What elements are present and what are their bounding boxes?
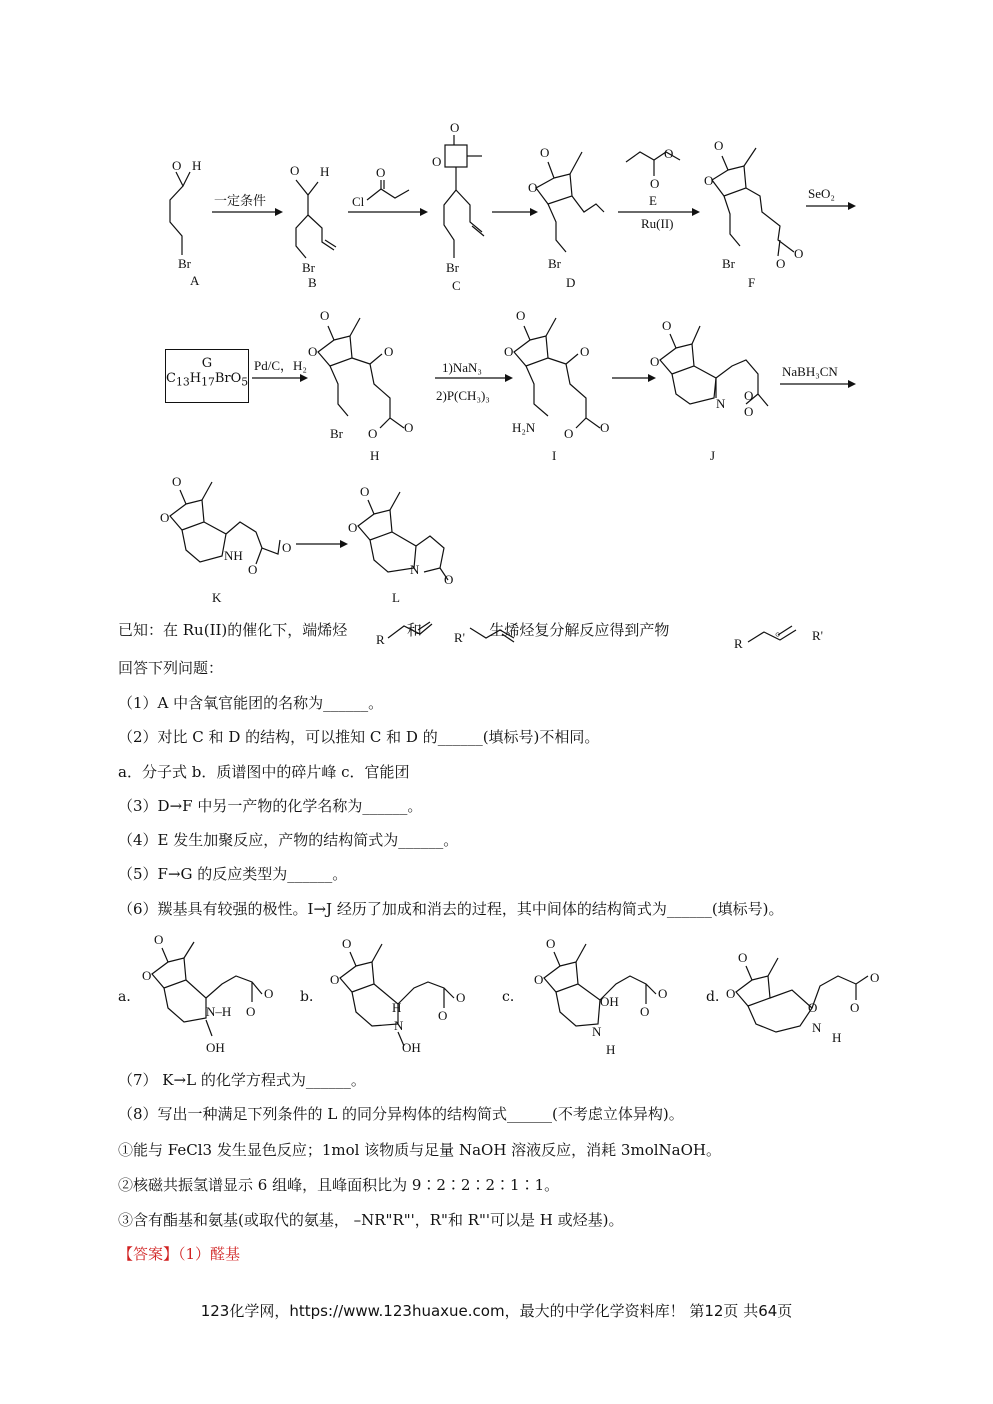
- prompt: 回答下列问题：: [118, 659, 224, 677]
- svg-text:O: O: [714, 138, 724, 153]
- svg-text:H: H: [832, 1030, 842, 1045]
- svg-text:Br: Br: [548, 256, 561, 271]
- compound-J: [650, 318, 768, 463]
- svg-text:O: O: [776, 256, 786, 271]
- svg-text:Br: Br: [446, 260, 459, 275]
- question-4: （4）E 发生加聚反应，产物的结构简式为______。: [118, 831, 459, 849]
- compound-B: [290, 163, 336, 290]
- svg-text:O: O: [664, 146, 674, 161]
- scheme-row-1: [0, 0, 993, 300]
- question-5: （5）F→G 的反应类型为______。: [118, 865, 348, 883]
- svg-text:O: O: [308, 344, 318, 359]
- q6-option-d-label: d．: [706, 989, 729, 1005]
- svg-text:O: O: [516, 308, 526, 323]
- svg-text:O: O: [432, 154, 442, 169]
- svg-text:O: O: [384, 344, 394, 359]
- svg-text:O: O: [870, 970, 880, 985]
- svg-text:O: O: [504, 344, 514, 359]
- condition-SeO2: SeO₂: [808, 186, 835, 201]
- answer-text: （1）醛基: [178, 1245, 241, 1263]
- known-R1: R: [376, 632, 385, 647]
- condition-gh: Pd/C，H₂: [254, 358, 307, 373]
- compound-K: [160, 474, 291, 605]
- svg-text:O: O: [438, 1008, 448, 1023]
- svg-text:O: O: [794, 246, 804, 261]
- svg-text:O: O: [850, 1000, 860, 1015]
- page-footer: 123化学网，https://www.123huaxue.com，最大的中学化学资料库！ 第12页 共64页: [200, 1302, 793, 1320]
- svg-text:O: O: [142, 968, 152, 983]
- compound-D: [528, 145, 604, 290]
- question-8: （8）写出一种满足下列条件的 L 的同分异构体的结构简式______(不考虑立体异构)。: [118, 1105, 684, 1123]
- condition-ab: 一定条件: [214, 193, 267, 208]
- svg-text:O: O: [368, 426, 378, 441]
- svg-text:O: O: [444, 572, 454, 587]
- compound-C: [432, 120, 484, 293]
- svg-text:O: O: [528, 180, 538, 195]
- svg-text:O: O: [546, 936, 556, 951]
- known-R2: R: [734, 636, 743, 651]
- label-C: C: [452, 278, 461, 293]
- condition-RuII: Ru(II): [641, 216, 674, 231]
- condition-1: ①能与 FeCl3 发生显色反应；1mol 该物质与足量 NaOH 溶液反应，消耗 3molNaOH。: [118, 1141, 721, 1159]
- reagent-acyl-chloride: [352, 165, 409, 209]
- condition-hi-1: 1)NaN₃: [442, 360, 482, 375]
- svg-text:NH: NH: [224, 548, 243, 563]
- svg-text:O: O: [154, 932, 164, 947]
- svg-text:O: O: [172, 474, 182, 489]
- svg-text:O: O: [704, 173, 714, 188]
- svg-text:O: O: [172, 158, 182, 173]
- question-3: （3）D→F 中另一产物的化学名称为______。: [118, 797, 423, 815]
- label-I: I: [552, 448, 557, 463]
- known-Rp1: R': [454, 630, 466, 645]
- condition-hi-2: 2)P(CH₃)₃: [436, 388, 490, 403]
- answer-line: [118, 1244, 240, 1264]
- condition-E: E: [649, 193, 657, 208]
- svg-text:N: N: [592, 1024, 602, 1039]
- structure-a: [142, 932, 273, 1055]
- label-D: D: [566, 275, 576, 290]
- svg-text:O: O: [348, 520, 358, 535]
- svg-text:Cl: Cl: [352, 194, 365, 209]
- formula-G: $C_{13}H_{17}BrO_5$: [166, 371, 249, 389]
- scheme-row-3: [0, 470, 993, 610]
- svg-text:Br: Br: [722, 256, 735, 271]
- reagent-methyl-acrylate: [626, 146, 680, 191]
- svg-text:N–H: N–H: [206, 1004, 232, 1019]
- condition-jk: NaBH₃CN: [782, 364, 838, 379]
- q6-option-a-label: a．: [118, 989, 141, 1005]
- svg-text:OH: OH: [402, 1040, 421, 1055]
- svg-text:O: O: [404, 420, 414, 435]
- svg-text:OH: OH: [600, 994, 619, 1009]
- compound-L: [348, 484, 453, 605]
- label-A: A: [190, 273, 200, 288]
- svg-text:O: O: [360, 484, 370, 499]
- label-G: G: [201, 356, 213, 371]
- svg-text:O: O: [650, 176, 660, 191]
- svg-text:O: O: [744, 404, 754, 419]
- question-1: （1）A 中含氧官能团的名称为______。: [118, 694, 384, 712]
- compound-H: [308, 308, 413, 463]
- label-F: F: [748, 275, 756, 290]
- svg-text:N: N: [812, 1020, 822, 1035]
- condition-2: ②核磁共振氢谱显示 6 组峰，且峰面积比为 9∶2∶2∶2∶1∶1。: [118, 1176, 560, 1194]
- svg-text:H₂N: H₂N: [512, 420, 536, 435]
- answer-tag: 【答案】: [118, 1245, 179, 1263]
- svg-text:OH: OH: [206, 1040, 225, 1055]
- svg-text:O: O: [600, 420, 610, 435]
- label-H: H: [370, 448, 380, 463]
- svg-text:Br: Br: [178, 256, 191, 271]
- known-Rp2: R': [812, 628, 824, 643]
- q6-option-b-label: b．: [300, 989, 323, 1005]
- svg-text:O: O: [282, 540, 292, 555]
- svg-text:O: O: [450, 120, 460, 135]
- svg-text:O: O: [160, 510, 170, 525]
- svg-text:O: O: [662, 318, 672, 333]
- svg-text:H: H: [320, 164, 330, 179]
- compound-F: [704, 138, 803, 290]
- label-L: L: [392, 590, 400, 605]
- condition-3: ③含有酯基和氨基(或取代的氨基， –NR"R"'，R"和 R"'可以是 H 或烃基)。: [118, 1211, 624, 1229]
- svg-text:N: N: [394, 1018, 404, 1033]
- svg-text:O: O: [246, 1004, 256, 1019]
- label-B: B: [308, 275, 317, 290]
- question-2: （2）对比 C 和 D 的结构，可以推知 C 和 D 的______(填标号)不相同。: [118, 728, 600, 746]
- svg-text:O: O: [744, 388, 754, 403]
- question-7: （7） K→L 的化学方程式为______。: [118, 1071, 366, 1089]
- structure-d: [726, 950, 879, 1045]
- known-alkenes: [0, 612, 993, 652]
- svg-text:Br: Br: [330, 426, 343, 441]
- svg-text:O: O: [580, 344, 590, 359]
- svg-text:N: N: [716, 396, 726, 411]
- question-6: （6）羰基具有较强的极性。I→J 经历了加成和消去的过程，其中间体的结构简式为______(填标号)。: [118, 900, 784, 918]
- compound-A: [170, 158, 201, 288]
- svg-text:O: O: [640, 1004, 650, 1019]
- structure-b: [330, 936, 465, 1055]
- svg-text:O: O: [564, 426, 574, 441]
- svg-text:O: O: [456, 990, 466, 1005]
- label-K: K: [212, 590, 222, 605]
- svg-text:O: O: [342, 936, 352, 951]
- svg-text:O: O: [330, 972, 340, 987]
- svg-text:O: O: [658, 986, 668, 1001]
- svg-text:O: O: [738, 950, 748, 965]
- label-J: J: [710, 448, 716, 463]
- svg-text:Br: Br: [302, 260, 315, 275]
- svg-text:H: H: [392, 1000, 402, 1015]
- svg-text:O: O: [248, 562, 258, 577]
- svg-text:O: O: [376, 165, 386, 180]
- svg-text:O: O: [534, 972, 544, 987]
- svg-text:O: O: [320, 308, 330, 323]
- q6-option-c-label: c．: [502, 989, 524, 1005]
- svg-text:O: O: [264, 986, 274, 1001]
- known-line: 已知：在 Ru(II)的催化下，端烯烃 和 生烯烃复分解反应得到产物 。: [118, 621, 791, 639]
- svg-text:O: O: [290, 163, 300, 178]
- svg-text:O: O: [726, 986, 736, 1001]
- svg-text:O: O: [650, 354, 660, 369]
- svg-text:O: O: [540, 145, 550, 160]
- q6-structures: [0, 928, 993, 1058]
- structure-c: [534, 936, 667, 1057]
- svg-text:N: N: [410, 562, 420, 577]
- question-2-options: a．分子式 b．质谱图中的碎片峰 c．官能团: [118, 763, 410, 781]
- svg-text:O: O: [808, 1000, 818, 1015]
- atom-H: H: [192, 158, 202, 173]
- svg-text:H: H: [606, 1042, 616, 1057]
- compound-I: [504, 308, 609, 463]
